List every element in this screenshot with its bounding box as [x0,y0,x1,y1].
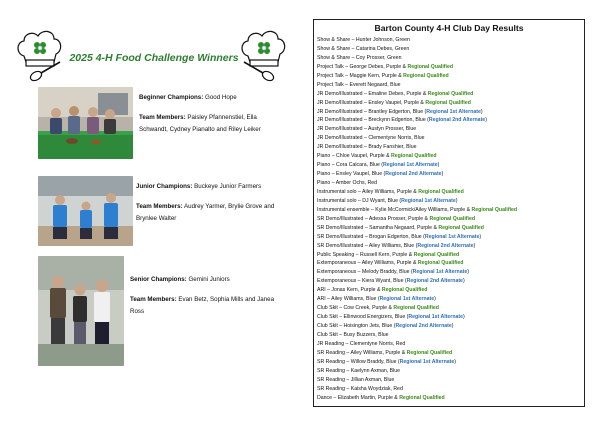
result-row [317,313,584,322]
result-row [317,99,584,108]
result-row [317,54,584,63]
result-text: JR Demo/Illustrated – Clementyne Norris, Blue [317,135,425,142]
result-row [317,179,584,188]
result-text: JR Reading – Clementyne Norris, Red [317,340,406,347]
results-list [314,36,584,402]
closing-paren: ) [480,108,483,115]
result-row [317,376,584,385]
regional-alternate-label: Regional 2nd Alternate [417,242,474,249]
regional-qualified-label: Regional Qualified [438,224,484,231]
result-row [317,206,584,215]
regional-alternate-label: Regional 2nd Alternate [385,171,442,178]
members-label: Team Members: [130,296,177,303]
result-text: Project Talk – George Debes, Purple & [317,63,408,70]
champ-label: Senior Champions: [130,276,187,283]
members-label: Team Members: [139,114,186,121]
closing-paren: ) [462,314,465,321]
result-text: Instrumental ensemble – Kylie McCormick/Ailey Williams, Purple & [317,206,472,213]
page-title: 2025 4-H Food Challenge Winners [69,52,239,64]
result-text: Club Skit – Busy Buzzers, Blue [317,331,389,338]
result-text: Show & Share – Catarina Debes, Green [317,45,410,52]
closing-paren: ) [441,171,444,178]
result-row [317,45,584,54]
regional-qualified-label: Regional Qualified [418,188,464,195]
result-row [317,233,584,242]
result-row [317,358,584,367]
result-row [317,152,584,161]
result-text: Club Skit – Ellinwood Energizers, Blue ( [317,314,409,321]
closing-paren: ) [437,162,440,169]
result-text: SR Reading – Willow Braddy, Blue ( [317,358,400,365]
regional-qualified-label: Regional Qualified [406,349,453,356]
result-row [317,304,584,313]
closing-paren: ) [454,358,456,365]
result-row [317,322,584,331]
result-row [317,116,584,125]
regional-alternate-label: Regional 2nd Alternate [428,117,486,124]
regional-alternate-label: Regional 1st Alternate [408,314,463,321]
result-row [317,331,584,340]
result-row [317,72,584,81]
result-row [317,277,584,286]
result-text: SR Demo/Illustrated – Adessa Prosser, Purple & [317,215,430,222]
champ-name: Gemini Juniors [188,276,230,283]
result-text: Show & Share – Hunter Johnson, Green [317,37,410,43]
result-row [317,36,584,45]
result-row [317,242,584,251]
team-members: Audrey Yarmer, Brylie Grove and Brynlee Walter [136,203,275,222]
result-row [317,197,584,206]
result-text: Project Talk – Everett Negaard, Blue [317,81,401,88]
result-text: SR Reading – Kaisha Woydziak, Red [317,385,403,392]
closing-paren: ) [455,197,458,204]
result-text: JR Demo/Illustrated – Austyn Prosser, Blue [317,126,417,133]
club-day-results-panel [313,19,585,407]
beginner-team-photo [38,87,133,159]
result-row [317,224,584,233]
result-row [317,394,584,403]
regional-qualified-label: Regional Qualified [393,305,439,312]
champ-name: Buckeye Junior Farmers [194,183,262,190]
result-row [317,134,584,143]
result-text: SR Reading – Kaelynn Axman, Blue [317,367,401,374]
team-members: Evan Betz, Sophia Mills and Janea Ross [130,296,275,315]
result-text: ARI – Jonas Kern, Purple & [317,287,382,294]
closing-paren: ) [473,242,476,249]
regional-qualified-label: Regional Qualified [471,206,518,213]
regional-alternate-label: Regional 1st Alternate [401,197,456,204]
result-text: Piano – Cora Calcara, Blue ( [317,162,384,169]
regional-alternate-label: Regional 2nd Alternate [406,278,463,285]
regional-qualified-label: Regional Qualified [413,251,460,258]
result-row [317,188,584,197]
senior-team-photo [38,256,124,366]
chef-hat-clover-icon [238,26,290,92]
senior-champions-block [130,274,275,318]
champ-name: Good Hope [205,94,237,101]
result-text: Show & Share – Coy Prosser, Green [317,54,402,61]
champ-label: Beginner Champions: [139,94,204,101]
result-row [317,268,584,277]
result-row [317,143,584,152]
result-text: ARI – Ailey Williams, Blue ( [317,296,380,303]
regional-alternate-label: Regional 1st Alternate [426,108,481,115]
junior-champions-block [136,181,276,225]
result-row [317,259,584,268]
result-text: Public Speaking – Russell Kern, Purple & [317,251,414,258]
result-row [317,385,584,394]
result-text: SR Reading – Jillian Axman, Blue [317,376,395,383]
closing-paren: ) [467,269,469,276]
regional-alternate-label: Regional 1st Alternate [383,162,438,169]
result-row [317,108,584,117]
result-text: JR Demo/Illustrated – Brady Fanshier, Blue [317,144,417,151]
result-text: Piano – Amber Ochs, Red [317,180,377,186]
regional-qualified-label: Regional Qualified [425,99,471,106]
closing-paren: ) [434,296,436,303]
result-row [317,286,584,295]
result-text: Instrumental solo – Ailey Williams, Purple & [317,188,419,195]
result-row [317,90,584,99]
result-row [317,367,584,376]
regional-alternate-label: Regional 2nd Alternate [395,323,452,329]
result-text: JR Demo/Illustrated – Breckynn Edgerton, Blue ( [317,117,429,124]
beginner-champions-block [139,92,279,136]
result-text: Extemporaneous – Ailey Williams, Purple & [317,260,418,267]
champ-label: Junior Champions: [136,183,193,190]
result-row [317,349,584,358]
regional-qualified-label: Regional Qualified [429,215,475,222]
team-members: Paisley Pfannenstiel, Ella Schwandt, Cydney Pianalto and Riley Leiker [139,114,261,133]
result-text: Piano – Ensley Vaupel, Blue ( [317,171,386,178]
result-text: Dance – Elizabeth Martin, Purple & [317,394,400,401]
regional-alternate-label: Regional 1st Alternate [399,358,455,365]
chef-hat-clover-icon [14,26,66,92]
result-row [317,340,584,349]
result-text: SR Demo/Illustrated – Samantha Negaard, Purple & [317,224,439,231]
result-row [317,81,584,90]
result-text: JR Demo/Illustrated – Ensley Vaupel, Purple & [317,99,426,106]
result-text: SR Reading – Ailey Williams, Purple & [317,349,407,356]
result-text: Club Skit – Hoisington Jets, Blue ( [317,323,396,329]
result-row [317,215,584,224]
result-text: Extemporaneous – Melody Braddy, Blue ( [317,269,413,276]
result-text: Instrumental solo – DJ Wyant, Blue ( [317,197,402,204]
closing-paren: ) [451,323,454,329]
regional-qualified-label: Regional Qualified [403,72,449,79]
result-text: Extemporaneous – Kiera Wyant, Blue ( [317,278,407,285]
result-row [317,251,584,260]
result-row [317,170,584,179]
result-row [317,295,584,304]
result-text: JR Demo/Illustrated – Emaline Debes, Purple & [317,90,428,97]
regional-qualified-label: Regional Qualified [399,394,445,401]
result-row [317,161,584,170]
closing-paren: ) [479,233,482,240]
regional-qualified-label: Regional Qualified [407,63,453,70]
result-row [317,125,584,134]
result-text: SR Demo/Illustrated – Ailey Williams, Blue ( [317,242,418,249]
regional-qualified-label: Regional Qualified [427,90,474,97]
svg-text:H: H [38,46,42,52]
junior-team-photo [38,176,133,246]
result-text: Project Talk – Maggie Kern, Purple & [317,72,404,79]
result-text: Club Skit – Cow Creek, Purple & [317,305,394,312]
members-label: Team Members: [136,203,183,210]
regional-alternate-label: Regional 1st Alternate [412,269,468,276]
result-text: JR Demo/Illustrated – Brantley Edgerton, Blue ( [317,108,427,115]
regional-alternate-label: Regional 1st Alternate [379,296,435,303]
result-text: SR Demo/Illustrated – Brogan Edgerton, Blue ( [317,233,425,240]
svg-text:H: H [262,46,266,52]
regional-alternate-label: Regional 1st Alternate [424,233,480,240]
regional-qualified-label: Regional Qualified [391,153,437,160]
result-row [317,63,584,72]
regional-qualified-label: Regional Qualified [381,287,428,294]
result-text: Piano – Chloe Vaupel, Purple & [317,153,392,160]
closing-paren: ) [485,117,487,124]
results-title: Barton County 4-H Club Day Results [374,23,524,33]
regional-qualified-label: Regional Qualified [417,260,464,267]
closing-paren: ) [462,278,465,285]
